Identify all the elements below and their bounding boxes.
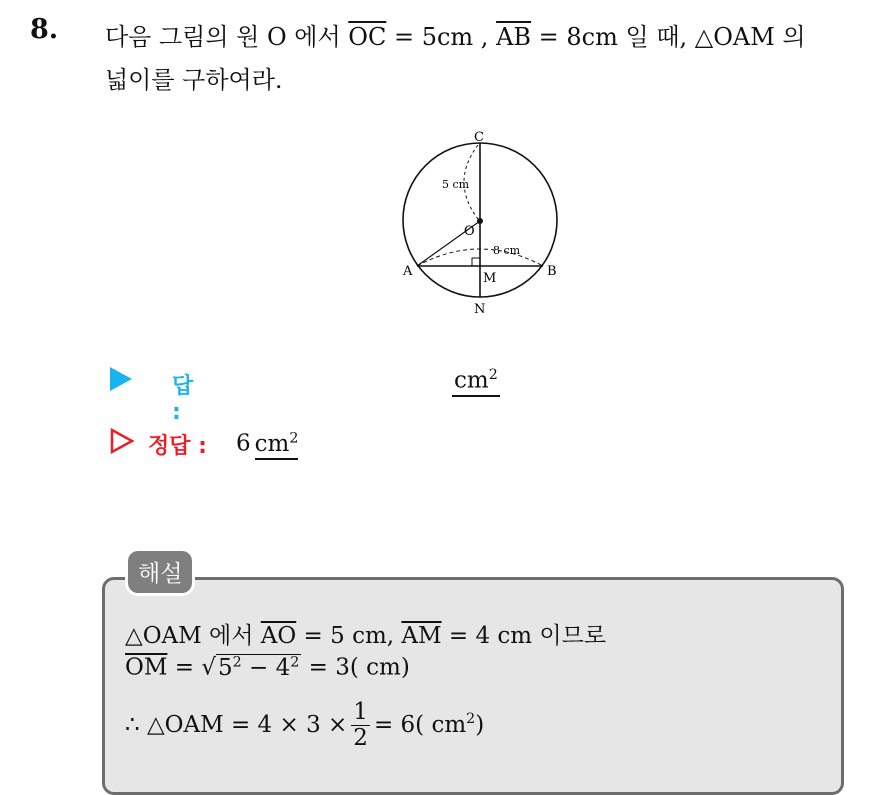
sol1-post: = 4 cm 이므로 xyxy=(441,623,607,649)
rad-base2: 4 xyxy=(275,654,291,681)
label-a: A xyxy=(403,264,413,279)
answer-input[interactable] xyxy=(452,367,500,397)
correct-answer-value xyxy=(236,430,298,457)
right-angle-mark xyxy=(472,258,480,266)
sol3-post1: = 6( cm xyxy=(373,711,467,738)
answer-unit: cm xyxy=(454,367,489,394)
segment-ao: $\overline{AO}$ xyxy=(260,623,297,649)
question-number: 8. xyxy=(30,14,59,45)
play-filled-icon xyxy=(110,367,132,391)
question-text-line1 xyxy=(105,17,806,52)
question-text-pre: 다음 그림의 원 O 에서 xyxy=(105,23,349,51)
correct-answer-label: 정답 : xyxy=(148,434,207,459)
correct-unit-exponent: 2 xyxy=(289,430,299,446)
sol2-post: = 3( cm) xyxy=(301,654,410,681)
label-len-oc: 5 cm xyxy=(442,178,470,191)
solution-line3 xyxy=(125,700,484,752)
question-text-line2: 넓이를 구하여라. xyxy=(105,66,283,94)
rad-mid: − xyxy=(241,654,276,681)
radicand xyxy=(216,654,301,681)
segment-am: $\overline{AM}$ xyxy=(401,623,442,649)
sol2-eq: = xyxy=(167,654,202,681)
sol3-exp: 2 xyxy=(466,711,476,728)
label-o: O xyxy=(464,224,475,239)
answer-unit-exponent: 2 xyxy=(488,367,498,383)
rad-exp1: 2 xyxy=(232,654,242,670)
segment-ab: $\overline{AB}$ xyxy=(496,23,532,51)
fraction-denominator: 2 xyxy=(353,725,368,752)
label-m: M xyxy=(483,271,497,286)
solution-tab: 해설 xyxy=(128,551,192,593)
answer-row xyxy=(110,367,194,425)
correct-unit: cm xyxy=(254,430,290,457)
correct-value: 6 xyxy=(236,430,251,457)
solution-line1 xyxy=(125,617,606,650)
rad-exp2: 2 xyxy=(290,654,300,670)
correct-unit-wrap xyxy=(255,431,299,460)
question-text-mid2: = 8cm 일 때, △OAM 의 xyxy=(531,23,806,51)
sol3-post2: ) xyxy=(475,711,485,738)
label-n: N xyxy=(474,302,486,317)
fraction-numerator: 1 xyxy=(353,699,368,725)
question-text-mid1: = 5cm , xyxy=(386,23,497,51)
rad-base1: 5 xyxy=(217,654,233,681)
sol1-pre: △OAM 에서 xyxy=(125,623,261,649)
solution-line2 xyxy=(125,654,410,681)
segment-oc: $\overline{OC}$ xyxy=(348,23,387,51)
solution-box xyxy=(102,577,844,795)
play-outline-icon xyxy=(110,428,134,454)
fraction xyxy=(351,700,370,752)
label-b: B xyxy=(547,264,557,279)
sol1-mid: = 5 cm, xyxy=(296,623,402,649)
sol3-pre: ∴ △OAM = 4 × 3 × xyxy=(125,711,348,738)
square-root: $√5^2 - 4^2$ xyxy=(201,654,300,681)
segment-om: $\overline{OM}$ xyxy=(125,654,168,681)
label-len-ab: 8 cm xyxy=(493,244,521,257)
answer-label: 답 : xyxy=(172,374,194,425)
label-c: C xyxy=(474,130,484,145)
correct-answer-row xyxy=(110,428,207,459)
circle-diagram xyxy=(392,120,572,320)
